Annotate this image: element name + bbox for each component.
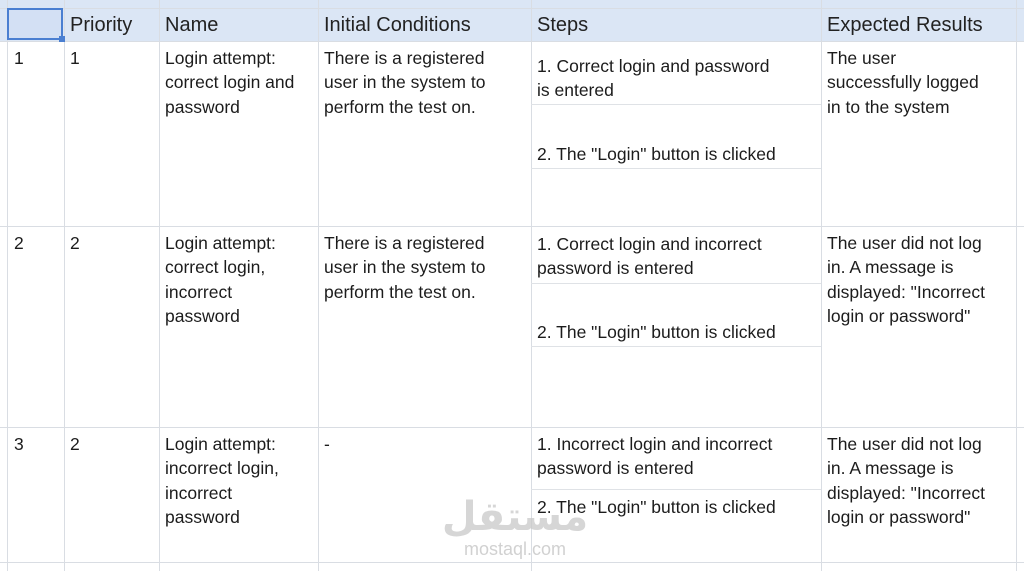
step-divider — [531, 168, 821, 169]
expected-cell[interactable]: The user successfully logged in to the system — [827, 48, 979, 117]
step-cell[interactable]: 1. Correct login and incorrect password is entered — [537, 234, 762, 279]
grid-line — [0, 226, 1024, 227]
step-cell[interactable]: 2. The "Login" button is clicked — [537, 322, 776, 342]
priority-cell[interactable]: 2 — [70, 233, 80, 253]
grid-line — [0, 562, 1024, 563]
grid-line — [0, 41, 1024, 42]
grid-line — [64, 0, 65, 571]
step-cell[interactable]: 2. The "Login" button is clicked — [537, 144, 776, 164]
step-cell[interactable]: 2. The "Login" button is clicked — [537, 497, 776, 517]
fill-handle[interactable] — [59, 36, 65, 42]
name-cell[interactable]: Login attempt: correct login and password — [165, 48, 295, 117]
name-cell[interactable]: Login attempt: incorrect login, incorrect password — [165, 434, 279, 527]
conditions-cell[interactable]: There is a registered user in the system to perform the test on. — [324, 48, 486, 117]
step-divider — [531, 283, 821, 284]
header-expected-results[interactable]: Expected Results — [827, 14, 983, 36]
priority-cell[interactable]: 2 — [70, 434, 80, 454]
watermark-logo: مستقل — [441, 494, 589, 540]
selected-cell[interactable] — [7, 8, 63, 40]
row-number-cell[interactable]: 3 — [14, 434, 24, 454]
grid-line — [318, 0, 319, 571]
header-initial-conditions[interactable]: Initial Conditions — [324, 14, 471, 36]
step-divider — [531, 489, 821, 490]
priority-cell[interactable]: 1 — [70, 48, 80, 68]
grid-line — [531, 0, 532, 571]
expected-cell[interactable]: The user did not log in. A message is displayed: "Incorrect login or password" — [827, 434, 985, 527]
grid-line — [1016, 0, 1017, 571]
row-number-cell[interactable]: 2 — [14, 233, 24, 253]
header-steps[interactable]: Steps — [537, 14, 589, 36]
step-cell[interactable]: 1. Incorrect login and incorrect password is entered — [537, 434, 773, 479]
grid-line — [0, 427, 1024, 428]
row-number-cell[interactable]: 1 — [14, 48, 24, 68]
step-divider — [531, 104, 821, 105]
header-priority[interactable]: Priority — [70, 14, 133, 36]
grid-line — [159, 0, 160, 571]
grid-line — [821, 0, 822, 571]
watermark-url: mostaql.com — [463, 539, 567, 559]
name-cell[interactable]: Login attempt: correct login, incorrect password — [165, 233, 276, 326]
step-cell[interactable]: 1. Correct login and password is entered — [537, 56, 770, 101]
conditions-cell[interactable]: - — [324, 434, 330, 454]
conditions-cell[interactable]: There is a registered user in the system to perform the test on. — [324, 233, 486, 302]
grid-line — [0, 8, 1024, 9]
expected-cell[interactable]: The user did not log in. A message is displayed: "Incorrect login or password" — [827, 233, 985, 326]
header-name[interactable]: Name — [165, 14, 219, 36]
grid-line — [7, 0, 8, 571]
step-divider — [531, 346, 821, 347]
